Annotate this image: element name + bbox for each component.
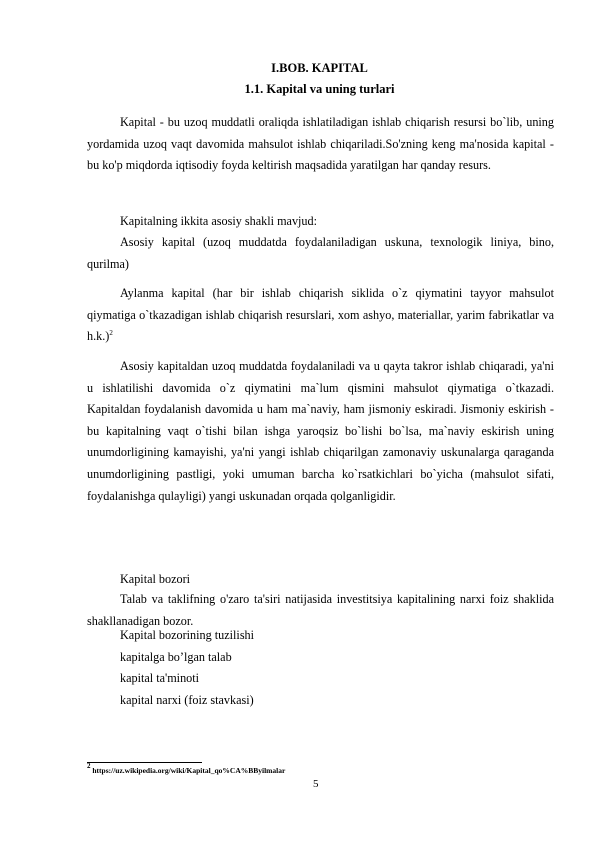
paragraph-market-definition: Talab va taklifning o'zaro ta'siri natijasida investitsiya kapitalining narxi foiz shaklida shakllanadigan bozor. xyxy=(87,592,554,628)
footnote xyxy=(87,762,286,776)
footnote-marker: 2 xyxy=(87,762,91,770)
footnote-reference: 2 xyxy=(109,329,113,338)
paragraph-forms-intro: Kapitalning ikkita asosiy shakli mavjud: xyxy=(120,214,318,228)
page-number: 5 xyxy=(313,778,319,790)
chapter-title: I.BOB. KAPITAL xyxy=(271,61,368,75)
paragraph-depreciation: Asosiy kapitaldan uzoq muddatda foydalaniladi va u qayta takror ishlab chiqaradi, ya'ni u ishlatilishi davomida o`z qiymatini ma`lum qismini mahsulot qiymatiga o`tkazadi. Kapitaldan foydalanish davomida u ham ma`naviy, ham jismoniy eskiradi. Jismoniy eskirish - bu kapitalning vaqt o`tishi bilan ishga yaroqsiz bo`lishi bo`lsa, ma`naviy eskirish uning unumdorligining kamayishi, ya'ni yangi ishlab chiqarilgan zamonaviy uskunalarga qaraganda unumdorligining pastligi, yoki umuman barcha ko`rsatkichlari bo`yicha (mahsulot sifati, foydalanishga qulayligi) yangi uskunadan orqada qolganligidir. xyxy=(87,359,554,503)
paragraph-fixed-capital: Asosiy kapital (uzoq muddatda foydalaniladigan uskuna, texnologik liniya, bino, qurilma) xyxy=(87,235,554,271)
footnote-divider xyxy=(87,762,202,763)
structure-item-price: kapital narxi (foiz stavkasi) xyxy=(120,693,254,707)
paragraph-capital-market: Kapital bozori xyxy=(120,572,191,586)
paragraph-working-capital xyxy=(87,283,554,348)
structure-item-supply: kapital ta'minoti xyxy=(120,671,200,685)
footnote-link[interactable]: https://uz.wikipedia.org/wiki/Kapital_qo%CA%BByilmalar xyxy=(90,766,286,775)
structure-item-demand: kapitalga bo’lgan talab xyxy=(120,650,232,664)
working-capital-text: Aylanma kapital (har bir ishlab chiqarish siklida o`z qiymatini tayyor mahsulot qiymatiga o`tkazadigan ishlab chiqarish resurslari, xom ashyo, materiallar, yarim fabrikatlar va h.k.) xyxy=(87,286,554,344)
section-title: 1.1. Kapital va uning turlari xyxy=(244,82,395,96)
paragraph-market-structure: Kapital bozorining tuzilishi xyxy=(120,628,255,642)
paragraph-definition: Kapital - bu uzoq muddatli oraliqda ishlatiladigan ishlab chiqarish resursi bo`lib, uning yordamida uzoq vaqt davomida mahsulot ishlab chiqariladi.So'zning keng ma'nosida kapital - bu ko'p miqdorda iqtisodiy foyda keltirish maqsadida yaratilgan har qanday resurs. xyxy=(87,115,554,173)
